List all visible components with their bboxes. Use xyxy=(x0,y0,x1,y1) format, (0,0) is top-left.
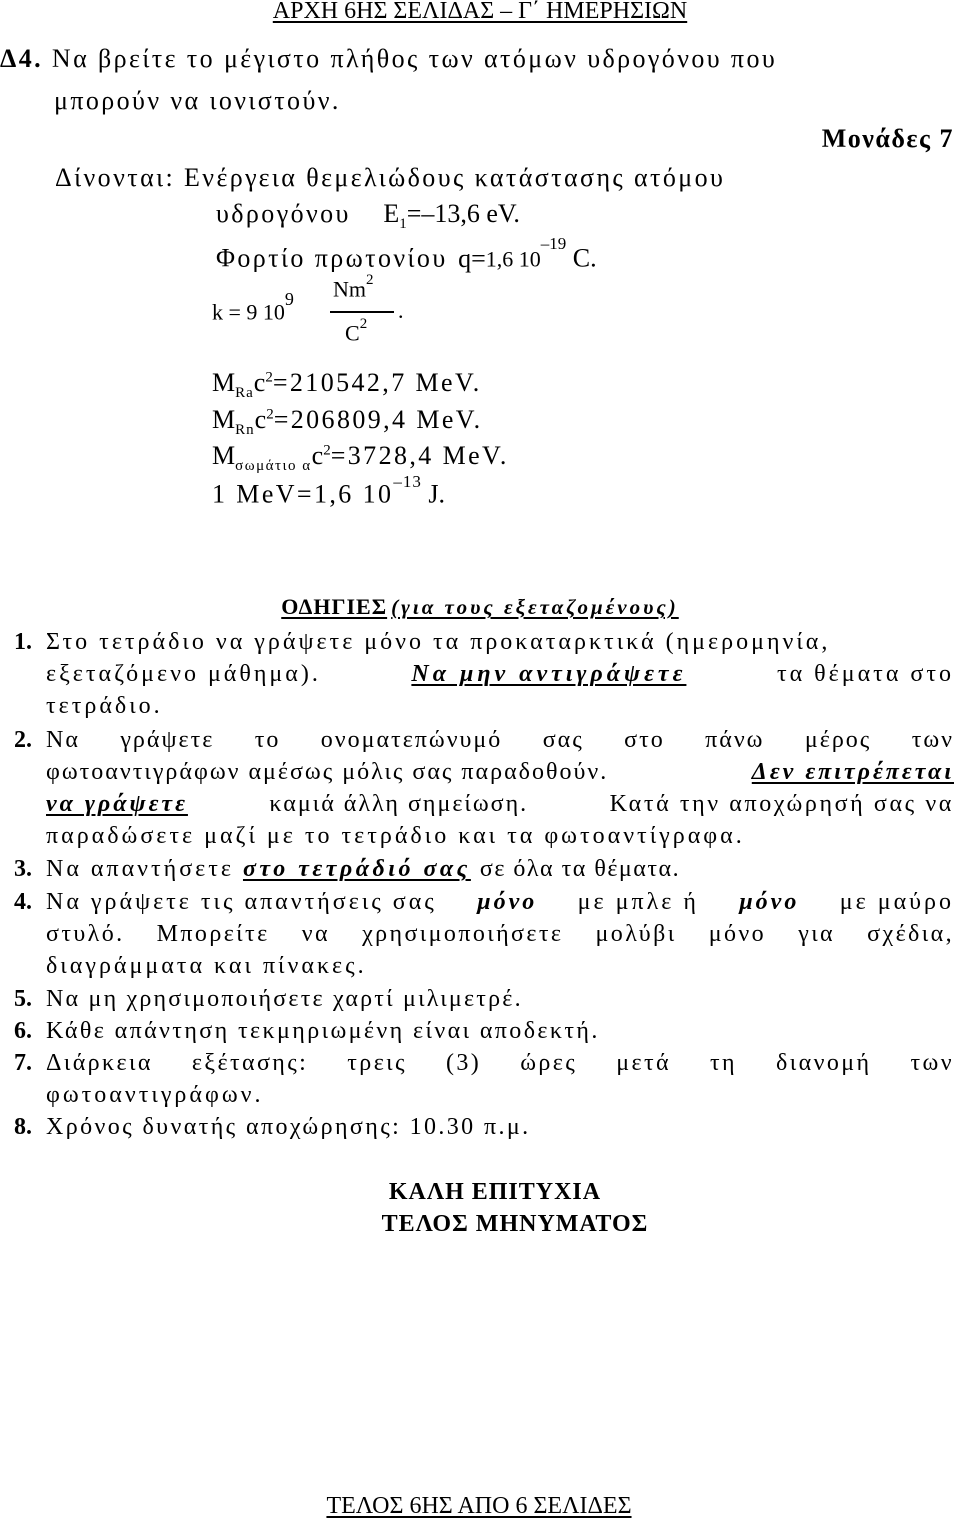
question-line-1 xyxy=(0,44,777,74)
instruction-4-a: Να γράψετε τις απαντήσεις σας xyxy=(46,889,437,915)
question-marks: Μονάδες 7 xyxy=(821,124,954,153)
given-ma-exp: 2 xyxy=(323,442,331,459)
given-k-num: Nm xyxy=(333,276,366,302)
given-e1-sub: 1 xyxy=(399,216,407,233)
instruction-4-d: μόνο xyxy=(739,889,800,915)
given-mra-val: =210542,7 MeV. xyxy=(272,368,482,397)
given-mev-text: 1 MeV=1,6 10 xyxy=(212,479,394,509)
given-mrn xyxy=(212,405,483,439)
given-mrn-m: M xyxy=(212,405,236,434)
given-k-den: C xyxy=(345,320,360,346)
instruction-4-num: 4. xyxy=(14,889,32,915)
instruction-2-line3 xyxy=(46,791,954,818)
instruction-1-num: 1. xyxy=(14,629,32,655)
given-k-exp: 9 xyxy=(284,289,294,309)
given-k-lhs xyxy=(212,289,294,325)
given-charge xyxy=(216,234,597,274)
instruction-2-line1: Να γράψετε το ονοματεπώνυμό σας στο πάνω μέρος των xyxy=(46,727,954,753)
given-e1-text: υδρογόνου xyxy=(216,199,351,228)
given-charge-q: q= xyxy=(458,243,486,273)
instruction-3-num: 3. xyxy=(14,856,32,882)
given-mra-c: c xyxy=(253,368,266,397)
given-mra-exp: 2 xyxy=(265,369,273,386)
instruction-5-num: 5. xyxy=(14,986,32,1012)
page-header: ΑΡΧΗ 6ΗΣ ΣΕΛΙΔΑΣ – Γ΄ ΗΜΕΡΗΣΙΩΝ xyxy=(272,0,688,24)
instruction-2-num: 2. xyxy=(14,727,32,753)
instruction-4-b: μόνο xyxy=(477,889,538,915)
instruction-4-line1 xyxy=(46,889,954,916)
given-charge-exp: –19 xyxy=(540,234,567,253)
instruction-2-line2b: Δεν επιτρέπεται xyxy=(751,759,954,785)
instruction-7-line1: Διάρκεια εξέτασης: τρεις (3) ώρες μετά τη διανομή των xyxy=(46,1050,954,1076)
instruction-1-line2 xyxy=(46,661,954,688)
instruction-3-line xyxy=(46,856,680,883)
instruction-2-line3a: να γράψετε xyxy=(46,791,188,817)
given-charge-unit: C. xyxy=(572,243,597,273)
question-label: Δ4. xyxy=(0,44,44,73)
given-e1-sym: E xyxy=(383,199,400,228)
given-mra-m: M xyxy=(212,368,236,397)
given-mrn-exp: 2 xyxy=(266,406,274,423)
closing-line-1: ΚΑΛΗ ΕΠΙΤΥΧΙΑ xyxy=(388,1179,602,1205)
instruction-3-a: Να απαντήσετε xyxy=(46,856,234,882)
given-mra-sub: Ra xyxy=(235,385,254,402)
given-charge-val: 1,6 10 xyxy=(485,246,541,272)
instruction-1-line2b: Να μην αντιγράψετε xyxy=(411,661,687,687)
given-mrn-c: c xyxy=(254,405,267,434)
given-k-dot: . xyxy=(398,298,404,323)
instructions-title-row xyxy=(0,594,960,620)
instruction-7-num: 7. xyxy=(14,1050,32,1076)
given-mrn-sub: Rn xyxy=(235,422,255,439)
instruction-2-line4: παραδώσετε μαζί με το τετράδιο και τα φωτοαντίγραφα. xyxy=(46,823,745,849)
given-k-num-exp: 2 xyxy=(366,272,374,288)
instruction-1-line3: τετράδιο. xyxy=(46,693,163,719)
instruction-6-num: 6. xyxy=(14,1018,32,1044)
instruction-4-line3: διαγράμματα και πίνακες. xyxy=(46,953,367,979)
instruction-8-text: Χρόνος δυνατής αποχώρησης: 10.30 π.μ. xyxy=(46,1114,531,1140)
given-k-numerator xyxy=(333,272,374,302)
instruction-2-line3c: Κατά την αποχώρησή σας να xyxy=(609,791,954,817)
given-k-denominator xyxy=(345,316,368,346)
given-ma-val: =3728,4 MeV. xyxy=(330,441,509,470)
given-mev xyxy=(212,472,446,510)
given-k-den-exp: 2 xyxy=(359,316,368,332)
given-mev-exp: –13 xyxy=(393,472,422,491)
given-mra xyxy=(212,368,482,402)
given-mev-unit: J. xyxy=(428,479,446,509)
given-e1 xyxy=(216,199,520,233)
question-text-2: μπορούν να ιονιστούν. xyxy=(54,86,341,115)
given-intro: Δίνονται: Ενέργεια θεμελιώδους κατάστασης ατόμου xyxy=(55,163,726,192)
question-text-1: Να βρείτε το μέγιστο πλήθος των ατόμων υδρογόνου που xyxy=(51,44,778,73)
instruction-3-c: σε όλα τα θέματα. xyxy=(479,856,681,882)
given-ma-c: c xyxy=(311,441,324,470)
given-k-lhs-text: k = 9 10 xyxy=(212,299,285,325)
instruction-3-b: στο τετράδιό σας xyxy=(242,856,471,882)
instruction-1-line2a: εξεταζόμενο μάθημα). xyxy=(46,661,321,687)
page-footer: ΤΕΛΟΣ 6ΗΣ ΑΠΟ 6 ΣΕΛΙΔΕΣ xyxy=(326,1493,632,1519)
instruction-7-line2: φωτοαντιγράφων. xyxy=(46,1082,264,1108)
given-ma xyxy=(212,441,509,475)
given-ma-sub: σωμάτιο α xyxy=(235,458,312,475)
instructions-title: ΟΔΗΓΙΕΣ xyxy=(281,594,388,619)
instruction-5-text: Να μη χρησιμοποιήσετε χαρτί μιλιμετρέ. xyxy=(46,986,523,1012)
given-ma-m: M xyxy=(212,441,236,470)
given-e1-val: =–13,6 eV. xyxy=(406,199,520,228)
instruction-2-line2a: φωτοαντιγράφων αμέσως μόλις σας παραδοθούν. xyxy=(46,759,609,785)
instruction-1-line2c: τα θέματα στο xyxy=(776,661,954,687)
instructions-title-sub: (για τους εξεταζομένους) xyxy=(391,595,679,619)
instruction-4-line2: στυλό. Μπορείτε να χρησιμοποιήσετε μολύβι μόνο για σχέδια, xyxy=(46,921,954,947)
instruction-8-num: 8. xyxy=(14,1114,32,1140)
instruction-2-line3b: καμιά άλλη σημείωση. xyxy=(269,791,529,817)
given-charge-text: Φορτίο πρωτονίου xyxy=(216,243,448,273)
instruction-1-line1: Στο τετράδιο να γράψετε μόνο τα προκαταρκτικά (ημερομηνία, xyxy=(46,629,831,655)
instruction-2-line2 xyxy=(46,759,954,786)
given-k-fraction-bar xyxy=(330,311,394,313)
closing-line-2: ΤΕΛΟΣ ΜΗΝΥΜΑΤΟΣ xyxy=(381,1211,649,1237)
instruction-6-text: Κάθε απάντηση τεκμηριωμένη είναι αποδεκτή. xyxy=(46,1018,600,1044)
given-mrn-val: =206809,4 MeV. xyxy=(273,405,483,434)
instruction-4-c: με μπλε ή xyxy=(577,889,699,915)
instruction-4-e: με μαύρο xyxy=(839,889,954,915)
